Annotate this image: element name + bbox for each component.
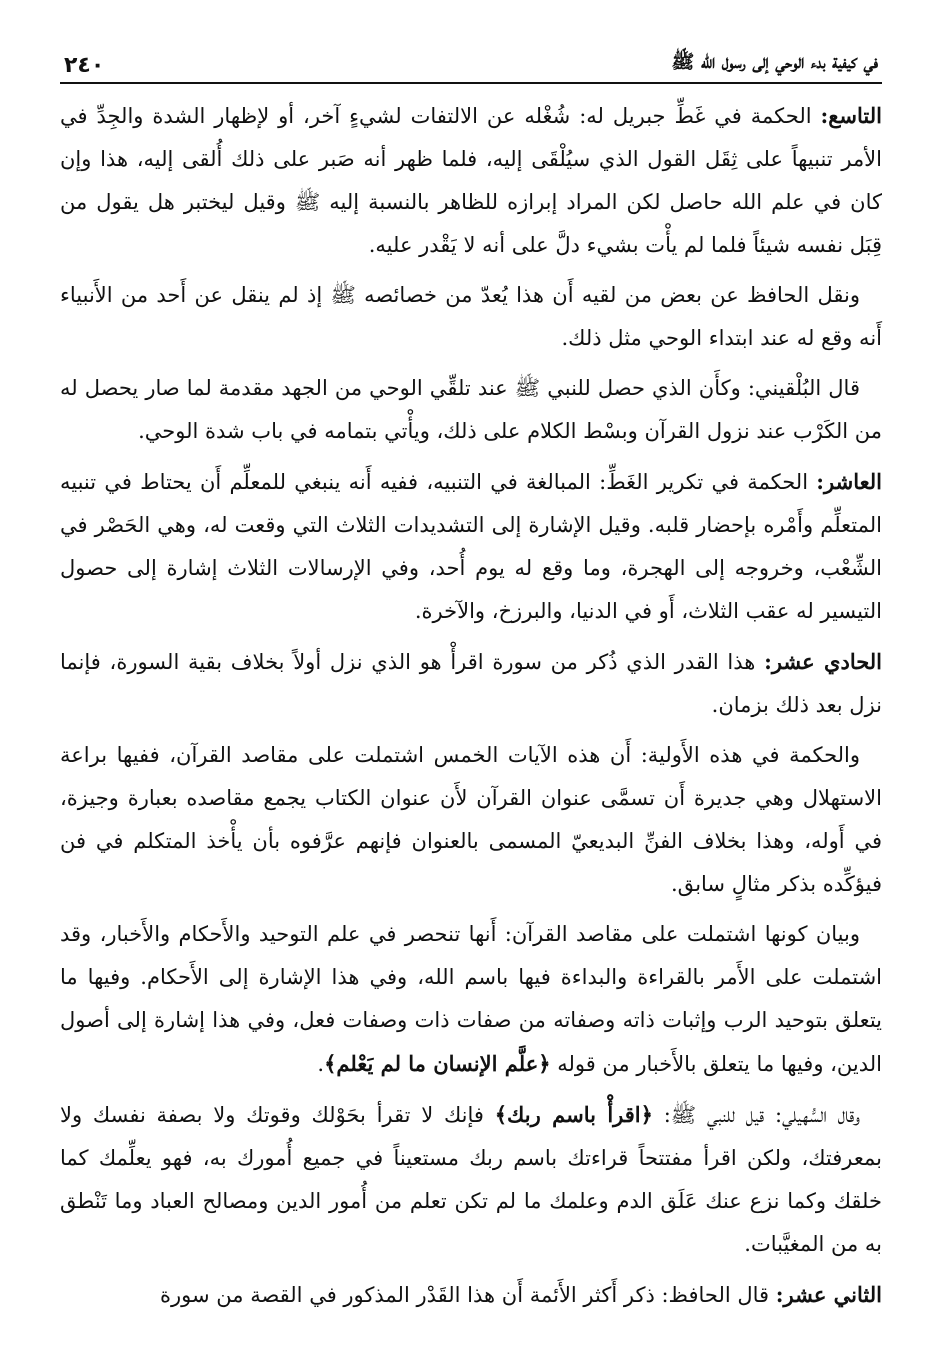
paragraph-suhayli: [60, 1093, 882, 1266]
paragraph-text: الحكمة في تكرير الغَطِّ: المبالغة في التنبيه، ففيه أَنه ينبغي للمعلِّم أَن يحتاط في تنبيه المتعلِّم وأَمْره بإحضار قلبه. وقيل الإشارة إلى التشديدات الثلاث التي وقعت له، وهي الحَصْر في الشِّعْب، وخروجه إلى الهجرة، وما وقع له يوم أُحد، وفي الإرسالات الثلاث إشارة إلى حصول التيسير له عقب الثلاث، أَو في الدنيا، والبرزخ، والآخرة.: [60, 470, 882, 623]
quran-quote: ﴿علَّم الإنسان ما لم يَعْلم﴾: [324, 1051, 551, 1076]
page-body: [60, 94, 882, 1317]
paragraph-bulqini: [60, 367, 882, 453]
paragraph-text: والحكمة في هذه الأَولية: أَن هذه الآيات الخمس اشتملت على مقاصد القرآن، ففيها براعة الاستهلال وهي جديرة أَن تسمَّى عنوان القرآن لأَن عنوان الكتاب يجمع مقاصده بعبارة وجيزة، في أَوله، وهذا بخلاف الفنِّ البديعيّ المسمى بالعنوان فإنهم عرَّفوه بأن يأْخذ المتكلم في فن فيؤكِّده بذكر مثالٍ سابق.: [60, 743, 882, 896]
running-header: [60, 40, 882, 84]
paragraph-text: وبيان كونها اشتملت على مقاصد القرآن: أَنها تنحصر في علم التوحيد والأَحكام والأَخبار، وقد اشتملت على الأَمر بالقراءة والبداءة فيها باسم الله، وفي هذا الإشارة إلى الأَحكام. وفيها ما يتعلق بتوحيد الرب وإثبات ذاته وصفاته من صفات ذات وصفات فعل، وفي هذا إشارة إلى أصول الدين، وفيها ما يتعلق بالأَخبار من قوله: [60, 922, 882, 1076]
chapter-title: في كيفية بدء الوحي إلى رسول الله ﷺ: [671, 51, 878, 73]
paragraph-lead: الحادي عشر:: [764, 649, 883, 674]
paragraph-ninth: [60, 94, 882, 267]
paragraph-text: قال الحافظ: ذكر أَكثر الأَئمة أَن هذا القَدْر المذكور في القصة من سورة: [160, 1283, 776, 1307]
paragraph-lead: العاشر:: [816, 469, 882, 494]
paragraph-tail: فإنك لا تقرأ بحَوْلك وقوتك ولا بصفة نفسك ولا بمعرفتك، ولكن اقرأ مفتتحاً قراءتك باسم ربك مستعيناً في جميع أُمورك به، فهو يعلِّمك كما خلقك وكما نزع عنك عَلَق الدم وعلمك ما لم تكن تعلم من أُمور الدين ومصالح العباد وما تَنْطق به من المغيَّبات.: [60, 1103, 882, 1256]
paragraph-quran-aims: [60, 913, 882, 1086]
paragraph-twelfth: [60, 1273, 882, 1317]
book-page: [60, 40, 882, 1340]
paragraph-text: هذا القدر الذي ذُكر من سورة اقرأْ هو الذي نزل أولاً بخلاف بقية السورة، فإنما نزل بعد ذلك بزمان.: [60, 650, 882, 717]
paragraph-wisdom-firstness: [60, 734, 882, 906]
quran-quote: ﴿اقرأْ باسم ربك﴾: [494, 1102, 653, 1127]
paragraph-lead: الثاني عشر:: [775, 1282, 882, 1307]
paragraph-tenth: [60, 460, 882, 633]
paragraph-text: قال البُلْقيني: وكأَن الذي حصل للنبي ﷺ عند تلقِّي الوحي من الجهد مقدمة لما صار يحصل له من الكَرْب عند نزول القرآن وبسْط الكلام على ذلك، ويأْتي بتمامه في باب شدة الوحي.: [60, 376, 882, 443]
paragraph-hafiz-note: [60, 274, 882, 360]
paragraph-tail: .: [317, 1052, 325, 1076]
paragraph-lead: التاسع:: [820, 103, 882, 128]
paragraph-eleventh: [60, 640, 882, 727]
paragraph-text: ونقل الحافظ عن بعض من لقيه أَن هذا يُعدّ من خصائصه ﷺ إذ لم ينقل عن أَحد من الأَنبياء أَنه وقع له عند ابتداء الوحي مثل ذلك.: [60, 283, 882, 350]
paragraph-text: وقال السُّهيلي: قيل للنبي ﷺ:: [652, 1103, 861, 1127]
page-number: ٢٤٠: [64, 53, 105, 78]
paragraph-text: الحكمة في غَطِّ جبريل له: شُغْله عن الالتفات لشيءٍ آخر، أو لإظهار الشدة والجِدِّ في الأمر تنبيهاً على ثِقَل القول الذي سيُلْقَى إليه، فلما ظهر أنه صَبر على ذلك أُلقى إليه، هذا وإن كان في علم الله حاصل لكن المراد إبرازه للظاهر بالنسبة إليه ﷺ وقيل ليختبر هل يقول من قِبَل نفسه شيئاً فلما لم يأْت بشيء دلَّ على أنه لا يَقْدر عليه.: [60, 104, 882, 257]
